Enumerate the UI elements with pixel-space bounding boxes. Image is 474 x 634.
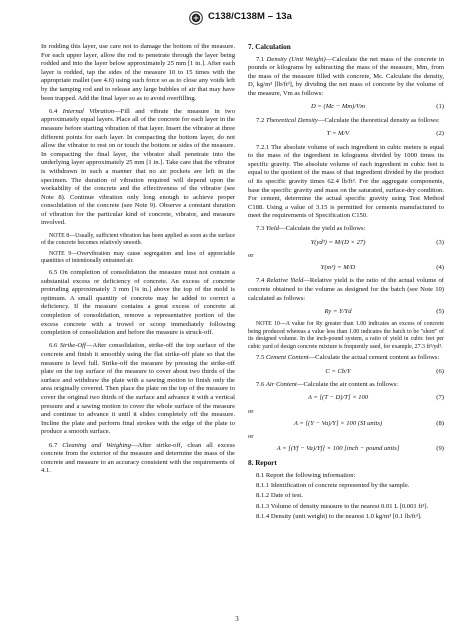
section-title: Yield <box>265 225 279 233</box>
section-body: —After consolidation, strike-off the top surface of the concrete and finish it smoothly using the flat strike-off plate so that the measure is level full. Strike-off the measure by pressing the strike-off plate on the top surface of the measure to cover about two thirds of the surface and withdraw the plate with a sawing motion to finish only the area originally covered. Then place the plate on the top of the measure to cover the original two thirds of the surface and advance it with a vertical pressure and a sawing motion to cover the whole surface of the measure and continue to advance it until it slides completely off the measure. Incline the plate and perform final strokes with the edge of the plate to produce a smooth surface. <box>41 342 235 436</box>
section-number: 7.2 <box>256 116 265 124</box>
section-7-4 <box>248 277 444 303</box>
equation-formula: A = [(Y − Va)/Y] × 100 (SI units) <box>293 419 383 427</box>
section-title: Relative Yield <box>266 277 304 285</box>
section-7-2-1: 7.2.1 The absolute volume of each ingredient in cubic meters is equal to the mass of the ingredient in kilograms divided by 1000 times its specific gravity. The absolute volume of each ingredient in cubic feet is equal to the quotient of the mass of that ingredient divided by the product of its specific gravity times 62.4 lb/ft³. For the aggregate components, base the specific gravity and mass on the saturated, surface-dry condition. For cement, determine the actual specific gravity using Test Method C188. Using a value of 3.15 is permitted for cements manufactured to meet the requirements of Specification C150. <box>248 143 444 220</box>
section-8-1-1: 8.1.1 Identification of concrete represented by the sample. <box>256 482 410 490</box>
section-7-2 <box>248 117 444 126</box>
equation-number: (2) <box>436 129 444 137</box>
section-8-1: 8.1 Report the following information: <box>256 471 356 479</box>
paragraph-rodding: In rodding this layer, use care not to damage the bottom of the measure. For each upper layer, allow the rod to penetrate through the layer being rodded and into the layer below approximately 25 mm [1 in.]. After each layer is rodded, tap the sides of the measure 10 to 15 times with the appropriate mallet (see 4.6) using such force so as to close any voids left by the tamping rod and to release any large bubbles of air that may have been trapped. Add the final layer so as to avoid overfilling. <box>41 43 235 102</box>
section-8-1-4: 8.1.4 Density (unit weight) to the nearest 1.0 kg/m³ [0.1 lb/ft³]. <box>256 512 422 520</box>
section-title: Internal Vibration <box>62 107 115 115</box>
equation-4 <box>248 264 444 273</box>
equation-number: (5) <box>436 307 444 315</box>
note-8: NOTE 8—Usually, sufficient vibration has been applied as soon as the surface of the concrete becomes relatively smooth. <box>41 232 235 247</box>
section-number: 6.4 <box>49 107 58 115</box>
section-body: —Calculate the actual cement content as follows: <box>308 354 440 362</box>
equation-9 <box>248 445 444 454</box>
equation-number: (7) <box>436 394 444 402</box>
section-title: Density (Unit Weight) <box>266 55 326 63</box>
section-7-3 <box>248 225 444 234</box>
section-7-5 <box>248 354 444 363</box>
section-body: —Calculate the net mass of the concrete in pounds or kilograms by subtracting the mass of the measure, Mm, from the mass of the measure filled with concrete, Mc. Calculate the density, D, kg/m³ [lb/ft³], by dividing the net mass of concrete by the volume of the measure, Vm as follows: <box>248 55 445 97</box>
section-7-1 <box>248 56 444 99</box>
equation-formula: Y(m³) = M/D <box>320 263 356 271</box>
section-title: Theoretical Density <box>265 116 318 124</box>
section-body: —Relative yield is the ratio of the actual volume of concrete obtained to the volume as designed for the batch (see Note 10) calculated as follows: <box>248 277 444 302</box>
section-6-6 <box>41 342 235 437</box>
equation-number: (6) <box>436 367 444 375</box>
section-number: 6.7 <box>49 441 58 449</box>
page-header <box>0 10 474 28</box>
equation-formula: Ry = Y/Yd <box>324 307 352 315</box>
equation-1 <box>248 103 444 112</box>
section-number: 7.1 <box>256 55 265 63</box>
equation-formula: A = [(T − D)/T] × 100 <box>307 394 369 402</box>
equation-7 <box>248 394 444 403</box>
section-6-5: 6.5 On completion of consolidation the measure must not contain a substantial excess or deficiency of concrete. An excess of concrete protruding approximately 3 mm [⅛ in.] above the top of the mold is optimum. A small quantity of concrete may be added to correct a deficiency. If the measure contains a great excess of concrete at completion of consolidation, remove a representative portion of the excess concrete with a trowel or scoop immediately following completion of consolidation and before the measure is struck-off. <box>41 269 235 337</box>
equation-or: or <box>248 252 254 260</box>
equation-number: (8) <box>436 419 444 427</box>
section-body: —Fill and vibrate the measure in two approximately equal layers. Place all of the concrete for each layer in the measure before starting vibration of that layer. Insert the vibrator at three different points for each layer. In compacting the bottom layer, do not allow the vibrator to rest on or touch the bottom or sides of the measure. In compacting the final layer, the vibrator shall penetrate into the underlying layer approximately 25 mm [1 in.]. Take care that the vibrator is withdrawn in such a manner that no air pockets are left in the specimen. The duration of vibration required will depend upon the workability of the concrete and the effectiveness of the vibrator (see Note 8). Continue vibration only long enough to achieve proper consolidation of the concrete (see Note 9). Observe a constant duration of vibration for the particular kind of concrete, vibrator, and measure involved. <box>41 107 235 227</box>
section-title: Strike-Off <box>59 342 86 350</box>
section-title: Cleaning and Weighing <box>62 441 131 449</box>
note-9: NOTE 9—Overvibration may cause segregation and loss of appreciable quantities of intentionally entrained air. <box>41 250 235 265</box>
heading-report: 8. Report <box>248 459 277 468</box>
equation-formula: A = [(Yf − Va)/Yf] × 100 [inch − pound units] <box>276 444 400 452</box>
equation-number: (1) <box>436 103 444 111</box>
section-8-1-2: 8.1.2 Date of test. <box>256 492 303 500</box>
section-body: —Calculate the theoretical density as follows: <box>317 116 440 124</box>
section-body: —Calculate the air content as follows: <box>296 381 399 389</box>
equation-number: (4) <box>436 263 444 271</box>
equation-number: (3) <box>436 238 444 246</box>
note-10: NOTE 10—A value for Ry greater than 1.00 indicates an excess of concrete being produced whereas a value less than 1.00 indicates the batch to be "short" of its designed volume. In the inch-pound system, a ratio of yield in cubic feet per cubic yard of design concrete mixture is frequently used, for example, 27.3 ft³/yd³. <box>248 321 444 350</box>
section-body: —After strike-off, clean all excess concrete from the exterior of the measure and determine the mass of the concrete and measure to an accuracy consistent with the requirements of 4.1. <box>41 441 235 475</box>
equation-formula: D = (Mc − Mm)/Vm <box>311 103 365 111</box>
section-7-6 <box>248 381 444 390</box>
section-number: 7.4 <box>256 277 265 285</box>
section-6-4 <box>41 108 235 228</box>
section-number: 7.3 <box>256 225 265 233</box>
section-6-7 <box>41 442 235 476</box>
equation-or: or <box>248 407 254 415</box>
section-title: Air Content <box>265 381 297 389</box>
right-column <box>248 43 444 523</box>
equation-formula: Y(yd³) = M/(D × 27) <box>310 238 366 246</box>
section-body: —Calculate the yield as follows: <box>278 225 366 233</box>
equation-5 <box>248 308 444 317</box>
document-title: C138/C138M – 13a <box>208 11 292 22</box>
equation-2 <box>248 130 444 139</box>
section-number: 6.6 <box>49 342 58 350</box>
page-number: 3 <box>235 615 239 623</box>
section-8-1-3: 8.1.3 Volume of density measure to the nearest 0.01 L [0.001 ft³]. <box>256 502 429 510</box>
equation-or: or <box>248 433 254 441</box>
section-title: Cement Content <box>265 354 309 362</box>
equation-6 <box>248 368 444 377</box>
section-number: 7.6 <box>256 381 265 389</box>
equation-number: (9) <box>436 444 444 452</box>
astm-logo-icon <box>189 11 203 25</box>
equation-3 <box>248 239 444 248</box>
equation-formula: C = Cb/Y <box>325 367 351 375</box>
heading-calculation: 7. Calculation <box>248 43 291 51</box>
section-number: 7.5 <box>256 354 265 362</box>
left-column <box>41 43 235 481</box>
equation-8 <box>248 420 444 429</box>
equation-formula: T = M/V <box>326 129 350 137</box>
